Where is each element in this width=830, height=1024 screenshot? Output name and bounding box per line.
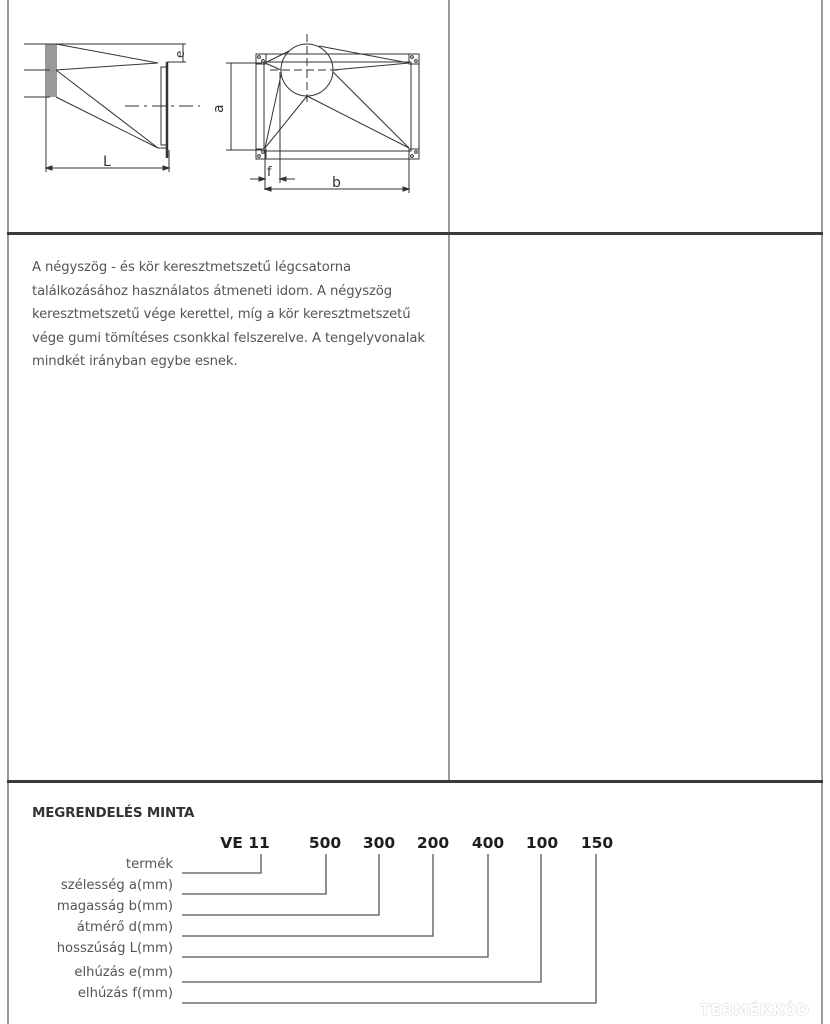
- description-line: találkozásához használatos átmeneti idom. A négyszög: [32, 283, 393, 299]
- code-value-height: 300: [362, 834, 396, 852]
- connector-height: [182, 854, 379, 915]
- column-divider: [448, 0, 450, 782]
- code-label-width: szélesség a(mm): [60, 878, 173, 893]
- connector-diameter: [182, 854, 433, 936]
- connector-product: [182, 854, 261, 873]
- code-value-offset-f: 150: [580, 834, 614, 852]
- code-value-diameter: 200: [416, 834, 450, 852]
- dim-label-e: e: [173, 50, 187, 58]
- connector-width: [182, 854, 326, 894]
- dim-label-b: b: [332, 175, 341, 191]
- code-value-product: VE 11: [220, 834, 270, 852]
- connector-length: [182, 854, 488, 957]
- description-line: mindkét irányban egybe esnek.: [32, 354, 238, 370]
- code-label-offset-e: elhúzás e(mm): [74, 965, 173, 980]
- side-view: [24, 44, 200, 172]
- front-view: [226, 34, 419, 193]
- product-description: [32, 256, 432, 374]
- code-label-length: hosszúság L(mm): [56, 941, 173, 956]
- code-value-length: 400: [471, 834, 505, 852]
- code-value-width: 500: [308, 834, 342, 852]
- connector-offset-e: [182, 854, 541, 982]
- description-line: A négyszög - és kör keresztmetszetű légcsatorna: [32, 260, 352, 275]
- code-label-offset-f: elhúzás f(mm): [77, 986, 173, 1001]
- section-rule-top: [7, 232, 823, 235]
- watermark-text: TERMÉKKÓD: [700, 1001, 810, 1019]
- section-rule-bottom: [7, 780, 823, 783]
- description-line: keresztmetszetű vége kerettel, míg a kör keresztmetszetű: [32, 307, 411, 323]
- dim-label-L: L: [103, 154, 111, 170]
- code-label-product: termék: [125, 857, 173, 872]
- code-value-offset-e: 100: [525, 834, 559, 852]
- dim-label-a: a: [211, 104, 227, 113]
- dim-label-f: f: [267, 165, 272, 180]
- connector-offset-f: [182, 854, 596, 1003]
- code-label-height: magasság b(mm): [56, 899, 173, 914]
- technical-diagram: [9, 0, 448, 232]
- order-example-title: MEGRENDELÉS MINTA: [32, 805, 195, 821]
- description-line: vége gumi tömítéses csonkkal felszerelve. A tengelyvonalak: [32, 330, 425, 346]
- page-frame-right: [821, 0, 823, 1024]
- code-label-diameter: átmérő d(mm): [76, 920, 173, 935]
